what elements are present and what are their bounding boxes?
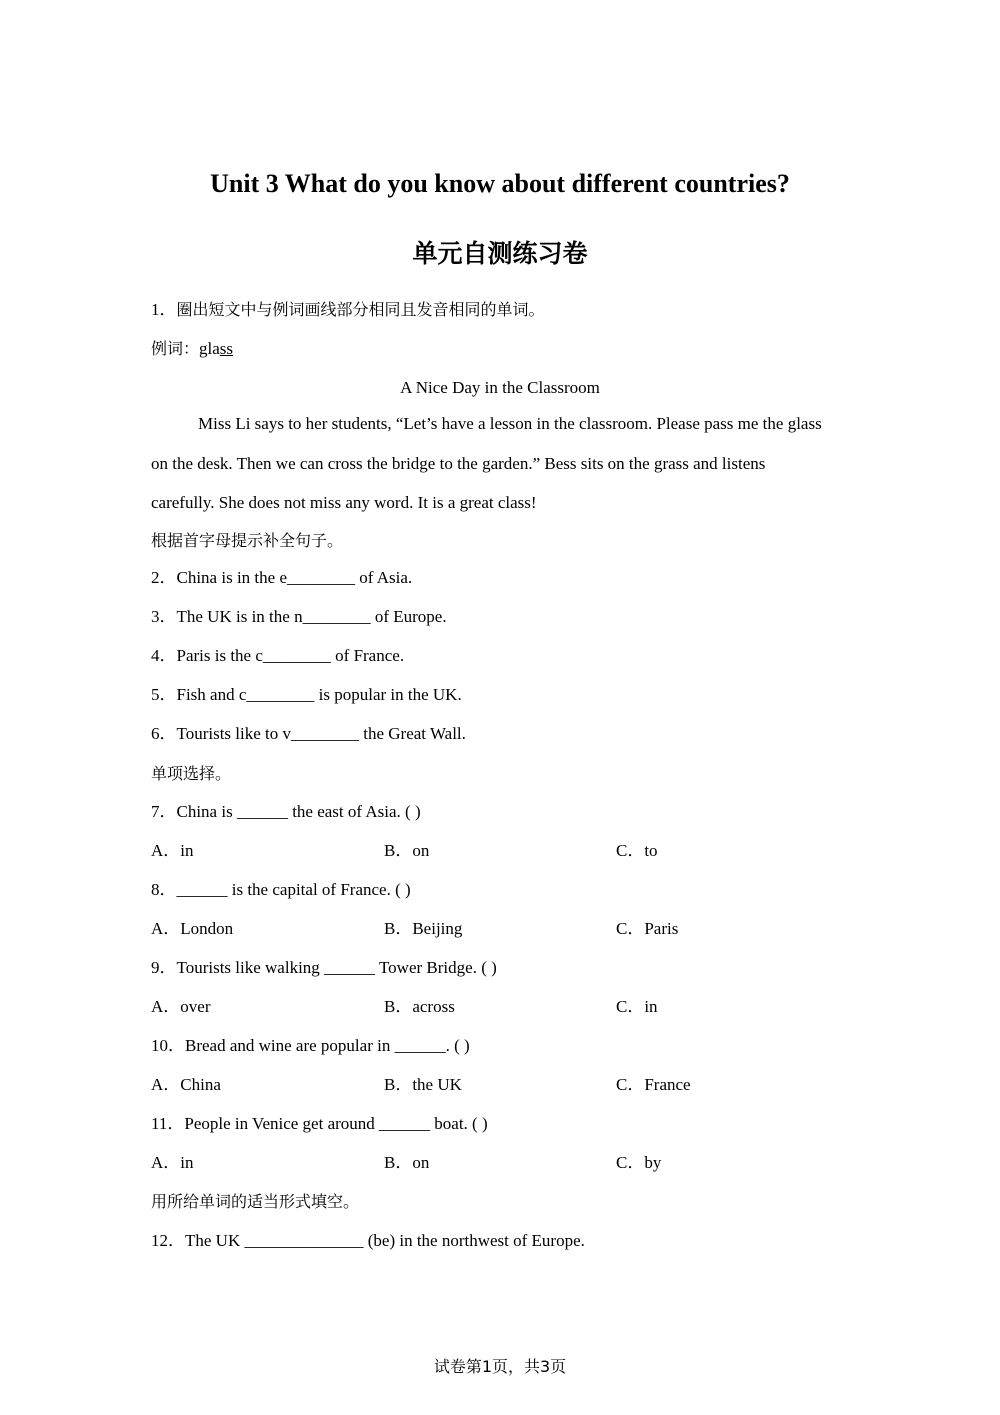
question-number: 10． (151, 1036, 185, 1055)
question-number: 6． (151, 724, 177, 743)
section-heading-word-forms: 用所给单词的适当形式填空。 (151, 1192, 360, 1211)
instruction-text: 圈出短文中与例词画线部分相同且发音相同的单词。 (176, 300, 545, 319)
question-number: 3． (151, 607, 177, 626)
question-text: Fish and c________ is popular in the UK. (176, 685, 462, 704)
option-c: C．by (616, 1153, 662, 1172)
option-c: C．Paris (616, 919, 679, 938)
passage-line: Miss Li says to her students, “Let’s have a lesson in the classroom. Please pass me the glass (198, 414, 822, 433)
question-text: Paris is the c________ of France. (176, 646, 405, 665)
question-number: 4． (151, 646, 177, 665)
question-item (151, 1112, 488, 1136)
page-footer: 试卷第1页，共3页 (433, 1357, 567, 1376)
option-c: C．to (616, 841, 658, 860)
option-b: B．on (384, 1153, 430, 1172)
question-text: China is in the e________ of Asia. (176, 568, 413, 587)
question-item (151, 683, 462, 707)
example-word-line (151, 337, 233, 361)
passage-title: A Nice Day in the Classroom (400, 378, 600, 397)
option-a: A．China (151, 1075, 221, 1094)
question-item (151, 644, 404, 668)
section-heading-multiple-choice: 单项选择。 (151, 764, 232, 783)
example-word-underlined: ss (219, 339, 234, 358)
question-text: The UK is in the n________ of Europe. (176, 607, 447, 626)
example-word-plain: gla (199, 339, 220, 358)
question-number: 2． (151, 568, 177, 587)
question-text: ______ is the capital of France. ( ) (176, 880, 411, 899)
question-item (151, 722, 466, 746)
option-c: C．in (616, 997, 658, 1016)
option-a: A．over (151, 997, 211, 1016)
question-text: Tourists like to v________ the Great Wall. (176, 724, 466, 743)
option-c: C．France (616, 1075, 691, 1094)
section-heading-fill-initials: 根据首字母提示补全句子。 (151, 531, 344, 550)
question-text: Bread and wine are popular in ______. ( ) (185, 1036, 470, 1055)
question-number: 1． (151, 300, 177, 319)
option-b: B．Beijing (384, 919, 463, 938)
example-label: 例词： (151, 339, 200, 358)
passage-line: carefully. She does not miss any word. It is a great class! (151, 493, 537, 512)
option-b: B．the UK (384, 1075, 462, 1094)
question-number: 9． (151, 958, 177, 977)
question-number: 11． (151, 1114, 185, 1133)
option-a: A．London (151, 919, 234, 938)
question-1-instruction (151, 298, 545, 322)
question-number: 12． (151, 1231, 185, 1250)
question-item (151, 956, 497, 980)
question-item (151, 566, 412, 590)
question-number: 7． (151, 802, 177, 821)
question-text: Tourists like walking ______ Tower Bridge. ( ) (176, 958, 497, 977)
option-a: A．in (151, 841, 194, 860)
question-number: 8． (151, 880, 177, 899)
question-item (151, 1229, 585, 1253)
question-text: People in Venice get around ______ boat. ( ) (184, 1114, 488, 1133)
question-text: The UK ______________ (be) in the northwest of Europe. (185, 1231, 585, 1250)
passage-line: on the desk. Then we can cross the bridge to the garden.” Bess sits on the grass and listens (151, 454, 766, 473)
question-item (151, 1034, 470, 1058)
question-item (151, 605, 447, 629)
option-a: A．in (151, 1153, 194, 1172)
page-title-english: Unit 3 What do you know about different countries? (210, 169, 790, 198)
option-b: B．on (384, 841, 430, 860)
question-number: 5． (151, 685, 177, 704)
question-item (151, 878, 411, 902)
question-item (151, 800, 421, 824)
question-text: China is ______ the east of Asia. ( ) (176, 802, 421, 821)
option-b: B．across (384, 997, 455, 1016)
page-title-chinese: 单元自测练习卷 (412, 239, 588, 268)
